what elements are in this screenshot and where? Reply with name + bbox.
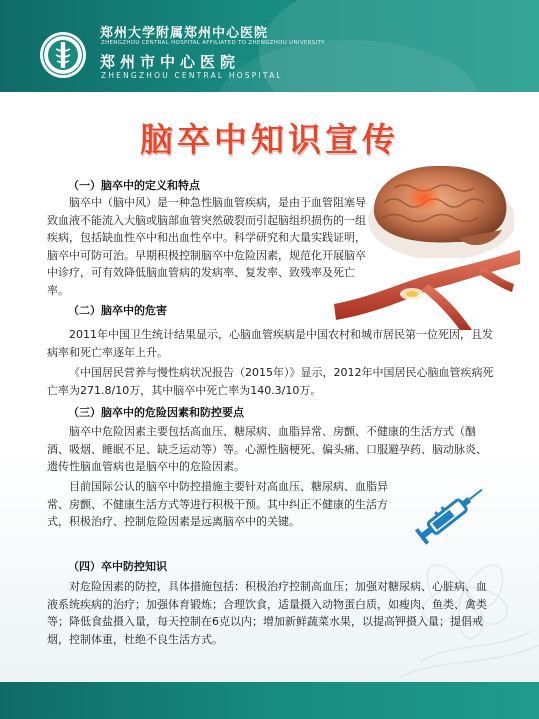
footer-bar bbox=[0, 682, 539, 719]
syringe-icon bbox=[412, 480, 492, 546]
section-heading: （二）脑卒中的危害 bbox=[68, 304, 167, 317]
header-banner bbox=[0, 0, 539, 92]
hospital-name-en: ZHENGZHOU CENTRAL HOSPITAL AFFILIATED TO ZHENGZHOU UNIVERSITY bbox=[101, 40, 325, 46]
main-content bbox=[0, 92, 539, 682]
section-paragraph: 对危险因素的防控，具体措施包括：积极治疗控制高血压；加强对糖尿病、心脏病、血液系统疾病的治疗；加强体育锻炼；合理饮食，适量摄入动物蛋白质，如瘦肉、鱼类、禽类等；降低食盐摄入量，每天控制在6克以内；增加新鲜蔬菜水果，以提高钾摄入量；提倡戒烟，控制体重，杜绝不良生活方式。 bbox=[47, 580, 487, 646]
hospital-logo-icon bbox=[38, 30, 88, 80]
section-paragraph: 2011年中国卫生统计结果显示，心脑血管疾病是中国农村和城市居民第一位死因，且发病率和死亡率逐年上升。 bbox=[47, 328, 493, 359]
section-paragraph: 脑卒中（脑中风）是一种急性脑血管疾病，是由于血管阻塞导致血液不能流入大脑或脑部血管突然破裂而引起脑组织损伤的一组疾病，包括缺血性卒中和出血性卒中。科学研究和大量实践证明，脑卒中可防可治。早期积极控制脑卒中危险因素，规范化开展脑卒中诊疗，可有效降低脑血管病的发病率、复发率、致残率及死亡率。 bbox=[47, 196, 366, 297]
hospital-alt-name-cn: 郑州市中心医院 bbox=[100, 53, 241, 71]
section-paragraph: 脑卒中危险因素主要包括高血压、糖尿病、血脂异常、房颤、不健康的生活方式（酗酒、吸烟、睡眠不足、缺乏运动等）等。心源性脑梗死、偏头痛、口服避孕药、脑动脉炎、遗传性脑血管病也是脑卒中的危险因素。 bbox=[47, 425, 487, 473]
page-title: 脑卒中知识宣传 bbox=[140, 120, 399, 159]
section-paragraph: 目前国际公认的脑卒中防控措施主要针对高血压、糖尿病、血脂异常、房颤、不健康生活方式等进行积极干预。其中纠正不健康的生活方式，积极治疗、控制危险因素是远离脑卒中的关键。 bbox=[47, 480, 388, 528]
section-heading: （四）卒中防控知识 bbox=[68, 560, 167, 573]
section-heading: （一）脑卒中的定义和特点 bbox=[68, 179, 200, 192]
hospital-alt-name-en: ZHENGZHOU CENTRAL HOSPITAL bbox=[101, 71, 283, 80]
hospital-name-cn: 郑州大学附属郑州中心医院 bbox=[100, 26, 269, 41]
section-heading: （三）脑卒中的危险因素和防控要点 bbox=[68, 406, 244, 419]
section-paragraph: 《中国居民营养与慢性病状况报告（2015年）》显示，2012年中国居民心脑血管疾病死亡率为271.8/10万，其中脑卒中死亡率为140.3/10万。 bbox=[47, 366, 494, 397]
